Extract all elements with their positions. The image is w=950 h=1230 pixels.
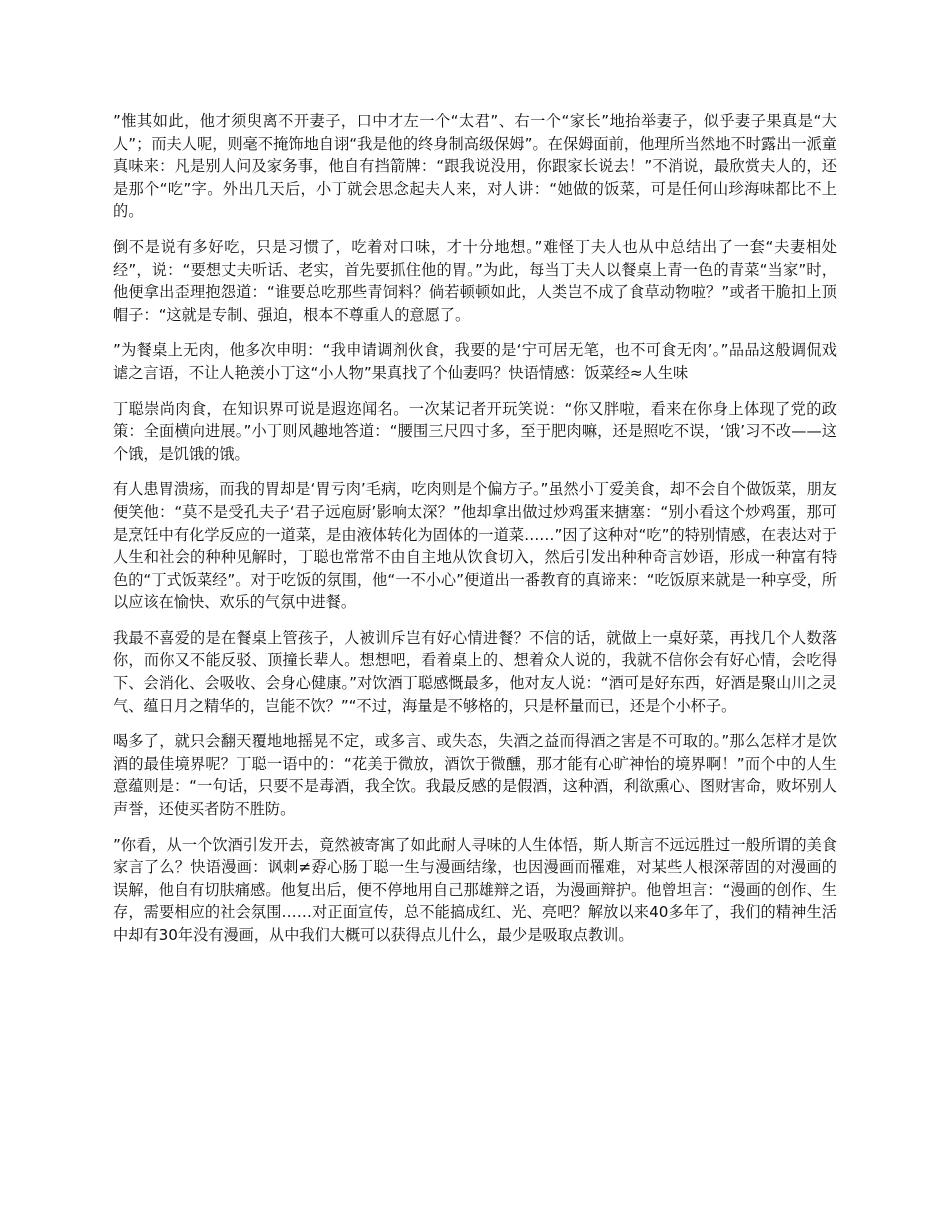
paragraph-8: ”你看，从一个饮酒引发开去，竟然被寄寓了如此耐人寻味的人生体悟，斯人斯言不远远胜过一般所谓的美食家言了么？快语漫画：讽刺≠孬心肠丁聪一生与漫画结缘，也因漫画而罹难，对某些人根深蒂固的对漫画的误解，他自有切肤痛感。他复出后，便不停地用自己那雄辩之语，为漫画辩护。他曾坦言：“漫画的创作、生存，需要相应的社会氛围……对正面宣传，总不能搞成红、光、亮吧？解放以来40多年了，我们的精神生活中却有30年没有漫画，从中我们大概可以获得点儿什么，最少是吸取点教训。 xyxy=(113,835,837,944)
paragraph-1: ”惟其如此，他才须臾离不开妻子，口中才左一个“太君”、右一个“家长”地抬举妻子，似乎妻子果真是“大人”；而夫人呢，则毫不掩饰地自诩“我是他的终身制高级保姆”。在保姆面前，他理所当然地不时露出一派童真味来：凡是别人问及家务事，他自有挡箭牌：“跟我说没用，你跟家长说去！”不消说，最欣赏夫人的，还是那个“吃”字。外出几天后，小丁就会思念起夫人来，对人讲：“她做的饭菜，可是任何山珍海味都比不上的。 xyxy=(113,112,837,221)
document-body xyxy=(113,110,837,960)
paragraph-6: 我最不喜爱的是在餐桌上管孩子，人被训斥岂有好心情进餐？不信的话，就做上一桌好菜，再找几个人数落你，而你又不能反驳、顶撞长辈人。想想吧，看着桌上的、想着众人说的，我就不信你会有好心情，会吃得下、会消化、会吸收、会身心健康。”对饮酒丁聪感慨最多，他对友人说：“酒可是好东西，好酒是聚山川之灵气、蕴日月之精华的，岂能不饮？”“不过，海量是不够格的，只是杯量而已，还是个小杯子。 xyxy=(113,628,837,715)
paragraph-7: 喝多了，就只会翻天覆地地摇晃不定，或多言、或失态，失酒之益而得酒之害是不可取的。”那么怎样才是饮酒的最佳境界呢？丁聪一语中的：“花美于微放，酒饮于微醺，那才能有心旷神怡的境界啊！”而个中的人生意蕴则是：“一句话，只要不是毒酒，我全饮。我最反感的是假酒，这种酒，利欲熏心、图财害命，败坏别人声誉，还使买者防不胜防。 xyxy=(113,732,837,819)
paragraph-4: 丁聪崇尚肉食，在知识界可说是遐迩闻名。一次某记者开玩笑说：“你又胖啦，看来在你身上体现了党的政策：全面横向进展。”小丁则风趣地答道：“腰围三尺四寸多，至于肥肉嘛，还是照吃不误，‘饿’习不改——这个饿，是饥饿的饿。 xyxy=(113,399,837,463)
paragraph-3: ”为餐桌上无肉，他多次申明：“我申请调剂伙食，我要的是‘宁可居无笔，也不可食无肉’。”品品这般调侃戏谑之言语，不让人艳羡小丁这“小人物”果真找了个仙妻吗？快语情感：饭菜经≈人生味 xyxy=(113,341,837,382)
paragraph-2: 倒不是说有多好吃，只是习惯了，吃着对口味，才十分地想。”难怪丁夫人也从中总结出了一套“夫妻相处经”，说：“要想丈夫听话、老实，首先要抓住他的胃。”为此，每当丁夫人以餐桌上青一色的青菜“当家”时，他便拿出歪理抱怨道：“谁要总吃那些青饲料？倘若顿顿如此，人类岂不成了食草动物啦？”或者干脆扣上顶帽子：“这就是专制、强迫，根本不尊重人的意愿了。 xyxy=(113,237,837,324)
paragraph-5: 有人患胃溃疡，而我的胃却是‘胃亏肉’毛病，吃肉则是个偏方子。”虽然小丁爱美食，却不会自个做饭菜，朋友便笑他：“莫不是受孔夫子‘君子远庖厨’影响太深？”他却拿出做过炒鸡蛋来搪塞：“别小看这个炒鸡蛋，那可是烹饪中有化学反应的一道菜，是由液体转化为固体的一道菜……”因了这种对“吃”的特别情感，在表达对于人生和社会的种种见解时，丁聪也常常不由自主地从饮食切入，然后引发出种种奇言妙语，形成一种富有特色的“丁式饭菜经”。对于吃饭的氛围，他“一不小心”便道出一番教育的真谛来：“吃饭原来就是一种享受，所以应该在愉快、欢乐的气氛中进餐。 xyxy=(113,480,837,612)
